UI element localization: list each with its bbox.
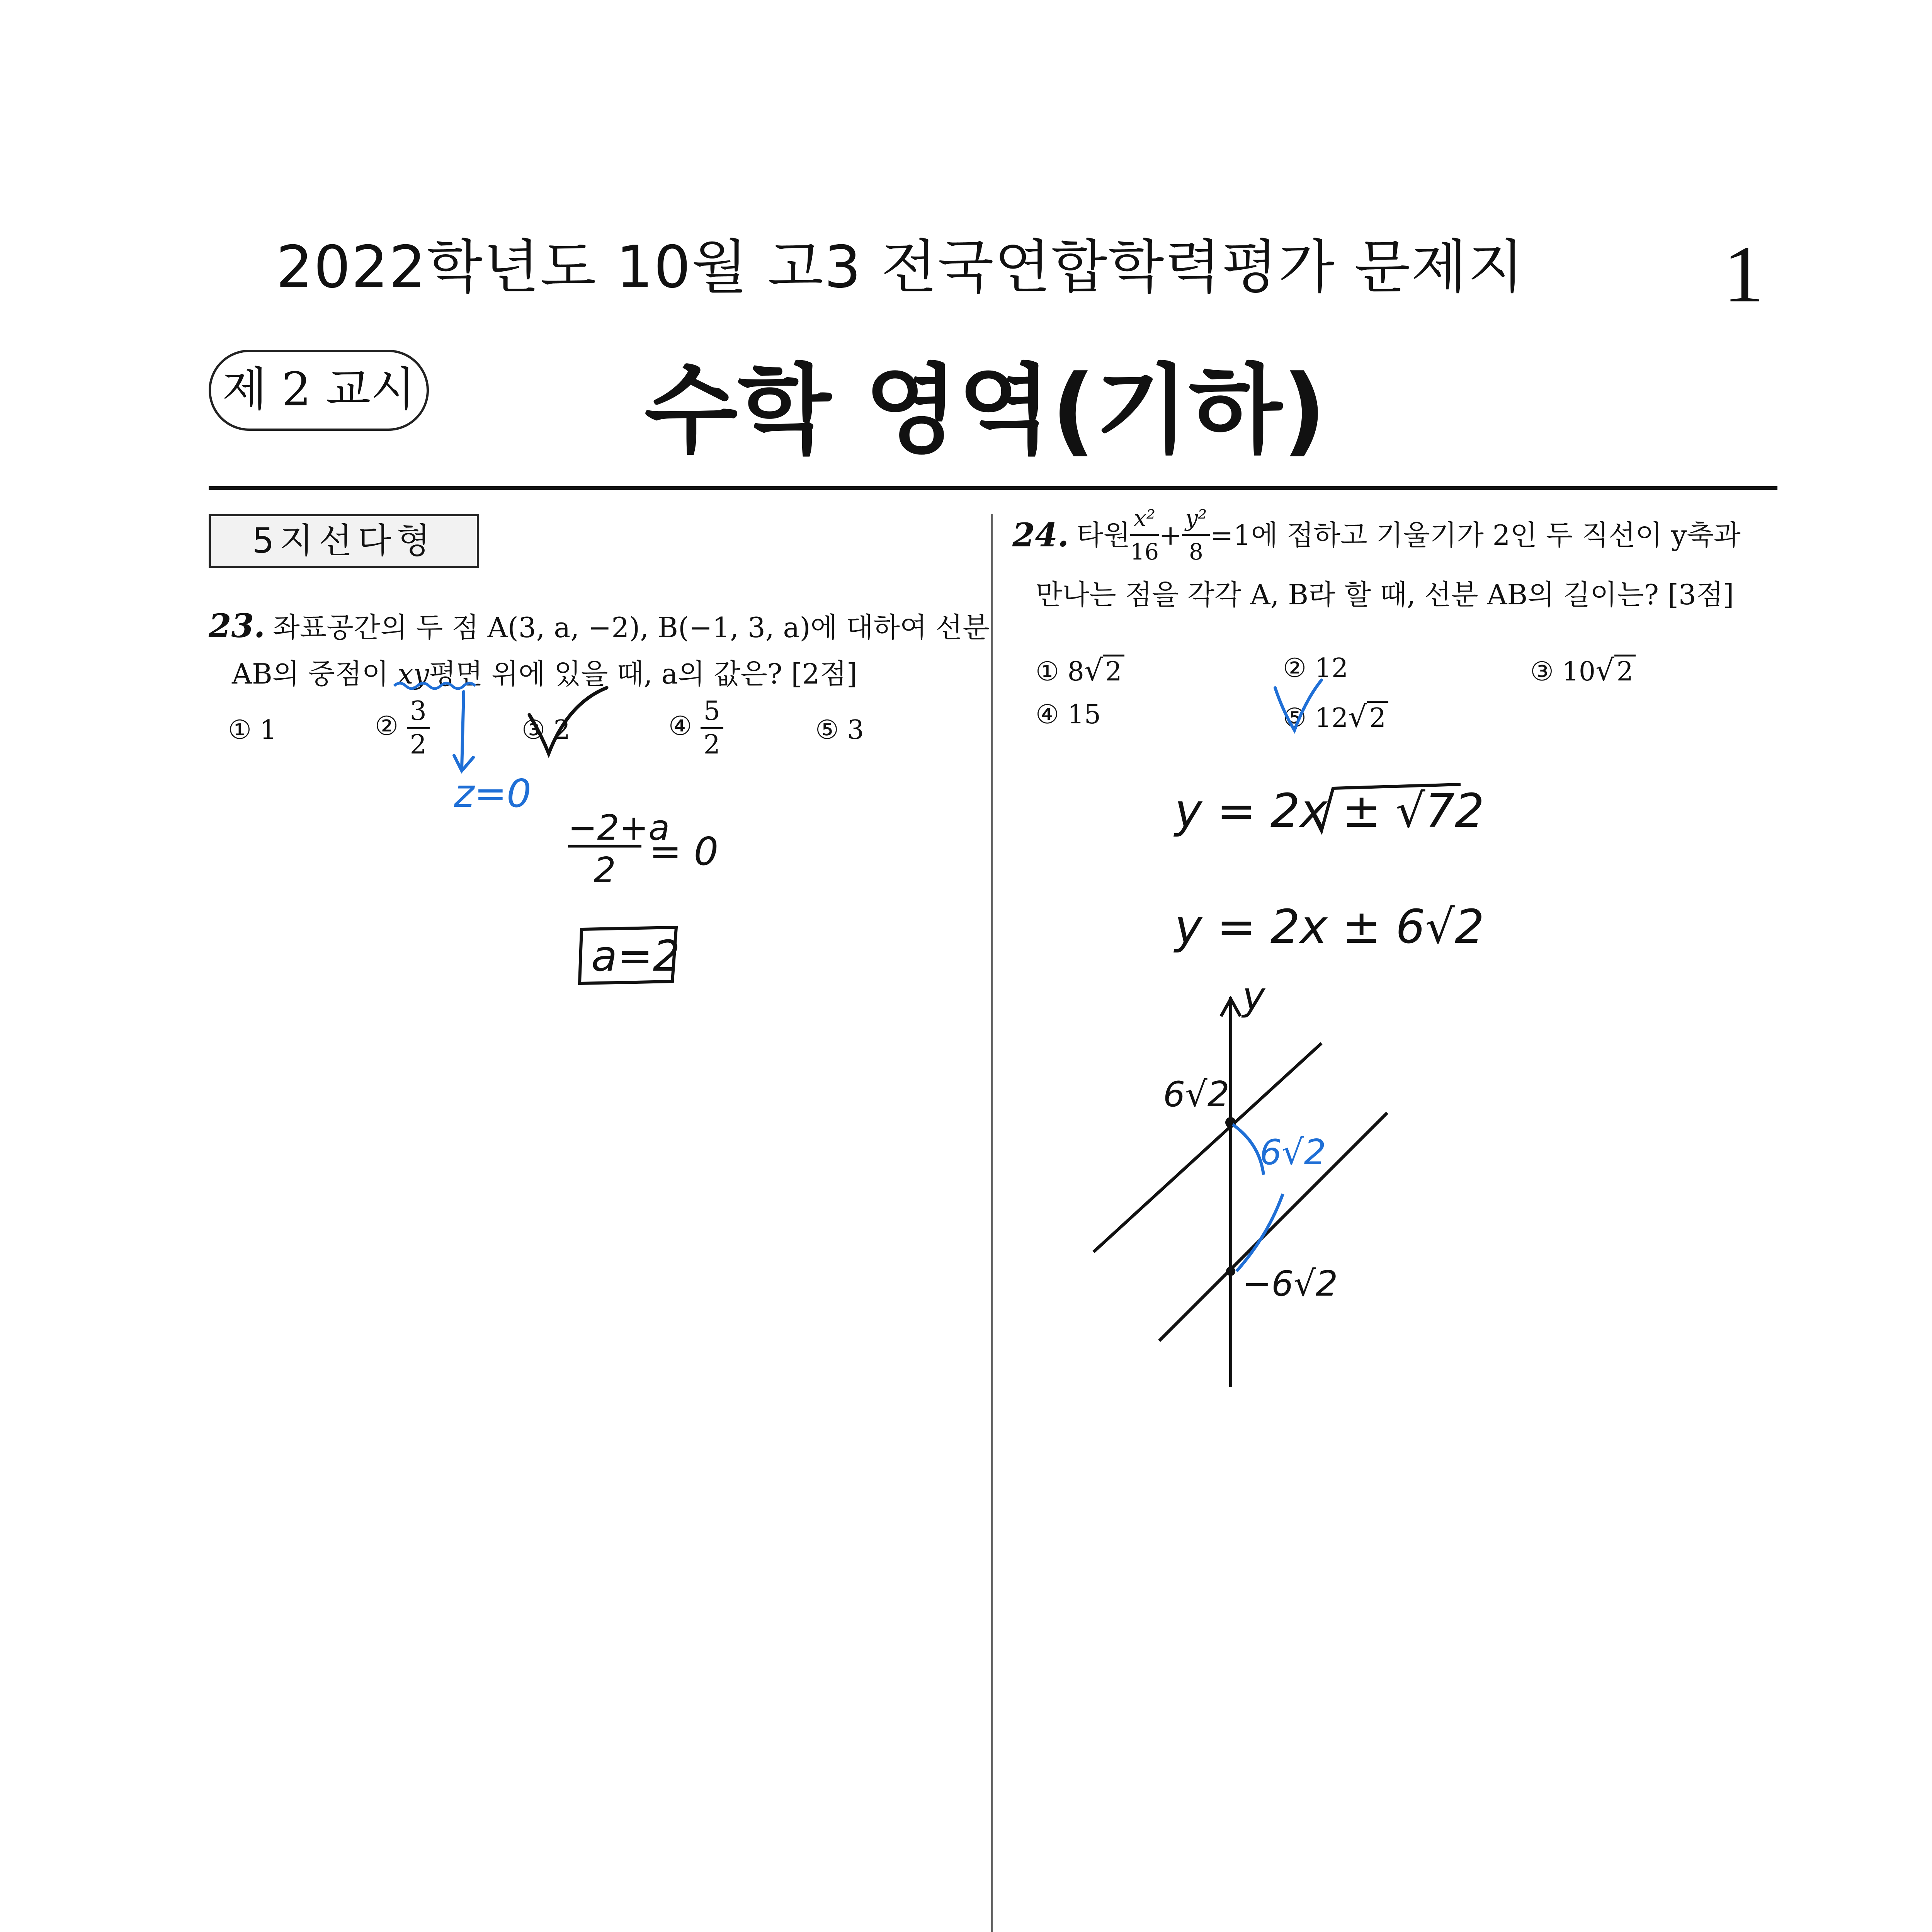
choice-mark: ④ [668, 711, 692, 742]
point-b [1226, 1267, 1235, 1276]
subject-title: 수학 영역(기하) [644, 354, 1327, 466]
wavy-underline [394, 683, 475, 689]
denominator: 2 [410, 730, 427, 760]
hw-point-a-label: 6√2 [1163, 1074, 1230, 1115]
choice-mark: ② [1283, 653, 1306, 684]
choice-value: 1 [260, 715, 277, 745]
distance-arc [1236, 1194, 1283, 1271]
hw-equation-rhs: = 0 [649, 829, 719, 874]
xy-term: xy [397, 658, 429, 690]
choice-coefficient: 8 [1067, 656, 1084, 687]
question-number: 23. [209, 607, 265, 645]
radicand: 2 [1103, 655, 1124, 687]
choice-value: 3 [847, 715, 864, 745]
choice-mark: ① [228, 715, 252, 745]
distance-arc [1233, 1124, 1264, 1175]
square-root: √2 [1084, 653, 1124, 687]
choice-mark: ④ [1036, 699, 1059, 730]
hw-tangent-equation-2: y = 2x ± 6√2 [1175, 900, 1485, 954]
numerator: x² [1130, 502, 1159, 536]
check-mark-icon [529, 688, 607, 753]
question-line-2a: AB의 중점이 [232, 658, 398, 690]
radicand: 2 [1367, 701, 1388, 733]
choice-coefficient: 12 [1315, 703, 1349, 733]
page-number: 1 [1723, 230, 1764, 319]
choice-value: 15 [1067, 699, 1101, 730]
choice-mark: ② [375, 711, 398, 742]
numerator: y² [1182, 502, 1210, 536]
radicand: 2 [1614, 655, 1636, 687]
square-root: √2 [1595, 653, 1636, 687]
question-text-b: =1에 접하고 기울기가 2인 두 직선이 y축과 [1210, 519, 1741, 551]
question-number: 24. [1012, 515, 1069, 554]
choice-mark: ⑤ [1283, 703, 1306, 733]
question-line-2b: 평면 위에 있을 때, a의 값은? [2점] [429, 658, 857, 690]
hw-equation-numerator: −2+a [568, 808, 670, 848]
hw-equation-denominator: 2 [594, 850, 616, 891]
denominator: 8 [1189, 539, 1203, 565]
question-line-1: 좌표공간의 두 점 A(3, a, −2), B(−1, 3, a)에 대하여 선분 [273, 611, 990, 644]
hw-distance-label: 6√2 [1260, 1132, 1326, 1173]
question-line-2: 만나는 점을 각각 A, B라 할 때, 선분 AB의 길이는? [3점] [1036, 578, 1734, 611]
exam-title: 2022학년도 10월 고3 전국연합학력평가 문제지 [276, 234, 1525, 301]
hw-axis-label-y: y [1242, 974, 1265, 1019]
plus-sign: + [1159, 519, 1182, 551]
square-root: √2 [1348, 699, 1388, 734]
numerator: 3 [407, 696, 430, 729]
choice-coefficient: 10 [1562, 656, 1596, 687]
section-label: 5지선다형 [209, 514, 479, 568]
arrow-down-icon [454, 692, 473, 771]
choice-mark: ⑤ [815, 715, 839, 745]
choice-mark: ③ [522, 715, 545, 745]
check-mark-icon [1275, 680, 1321, 730]
choice-mark: ③ [1530, 656, 1554, 687]
choice-value: 2 [553, 715, 570, 745]
question-text-a: 타원 [1077, 519, 1131, 551]
choice-mark: ① [1036, 656, 1059, 687]
hw-point-b-label: −6√2 [1242, 1264, 1338, 1304]
denominator: 2 [703, 730, 720, 760]
hw-z-equals-zero: z=0 [454, 771, 531, 816]
denominator: 16 [1130, 539, 1159, 565]
hw-answer: a=2 [591, 931, 680, 981]
numerator: 5 [701, 696, 723, 729]
choice-value: 12 [1315, 653, 1349, 684]
hw-tangent-equation-1: y = 2x ± √72 [1175, 784, 1485, 838]
period-badge: 제 2 교시 [209, 350, 429, 431]
